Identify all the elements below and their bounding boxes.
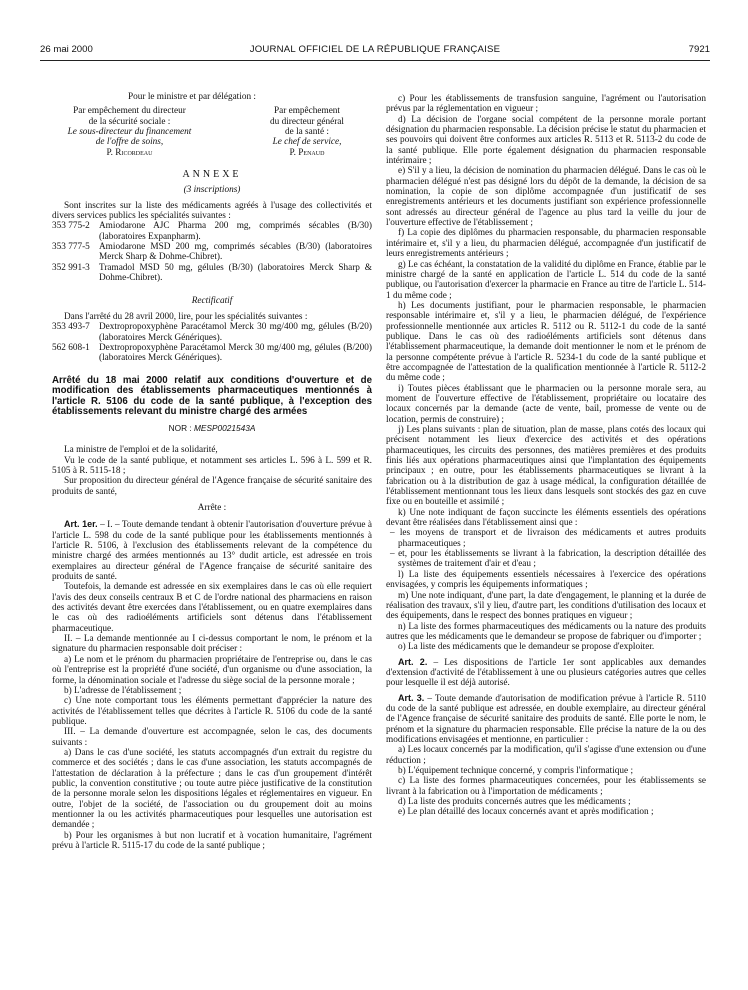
section-ii-b: b) L'adresse de l'établissement ; — [64, 685, 182, 696]
item-d: d) La décision de l'organe social compétent de la personne morale portant désignation du pharmacien responsable. La décision précise le statut du pharmacien et ses pouvoirs qui doivent être conformes aux articles R. 5113 et R. 5113-2 du code de la santé publique. Elle porte également désignation du pharmacien responsable intérimaire ; — [386, 114, 706, 167]
entry-3 — [52, 263, 372, 284]
header-journal-title: JOURNAL OFFICIEL DE LA RÉPUBLIQUE FRANÇAISE — [249, 44, 501, 55]
article-1-label: Art. 1er. — [64, 519, 98, 530]
nor-label: NOR : — [168, 422, 192, 433]
entry-text: Tramadol MSD 50 mg, gélules (B/30) (laboratoires Merck Sharp & Dohme-Chibret). — [99, 262, 372, 284]
item-k-dash-1: – les moyens de transport et de livraison des médicaments et autres produits pharmaceutiques ; — [390, 528, 706, 549]
article-2 — [386, 657, 706, 689]
sur-proposition: Sur proposition du directeur général de l'Agence française de sécurité sanitaire des produits de santé, — [52, 476, 372, 497]
sig1-name: P. Ricordeau — [106, 147, 153, 158]
signature-right — [242, 106, 372, 158]
item-i: i) Toutes pièces établissant que le pharmacien ou la personne morale sera, au moment de l'ouverture effective de l'établissement, propriétaire ou locataire des locaux concernés par la demande (acte de vente, bail, promesse de vente ou de location, permis de construire) ; — [386, 383, 706, 425]
article-2-text: – Les dispositions de l'article 1er sont applicables aux demandes d'extension d'activité de l'établissement à une ou plusieurs catégories autres que celles pour lesquelle il est déjà autorisé. — [386, 657, 706, 689]
article-3-text: – Toute demande d'autorisation de modification prévue à l'article R. 5110 du code de la santé publique est adressée, en double exemplaire, au directeur général de l'Agence française de sécurité sanitaire des produits de santé. Elle porte le nom, le prénom et la signature du pharmacien responsable. Elle précise la nature de la ou des modifications envisagées et mentionne, en particulier : — [386, 693, 706, 745]
annexe-heading: ANNEXE — [182, 169, 242, 181]
entry-text: Amiodarone MSD 200 mg, comprimés sécables (B/30) (laboratoires Merck Sharp & Dohme-Chibret). — [99, 242, 372, 263]
entry-code: 353 777-5 — [52, 242, 90, 253]
pour-ministre: Pour le ministre et par délégation : — [128, 92, 256, 102]
article-3-c: c) La liste des formes pharmaceutiques concernées, pour les établissements se livrant à la fabrication ou à l'importation de médicaments ; — [386, 776, 706, 797]
section-iii: III. – La demande d'ouverture est accompagnée, selon le cas, des documents suivants : — [52, 727, 372, 748]
left-column — [52, 92, 372, 851]
rect-entry-2 — [52, 343, 372, 364]
sig1-line3: Le sous-directeur du financement — [67, 127, 192, 138]
sig1-line1: Par empêchement du directeur — [73, 106, 186, 117]
entry-2 — [52, 242, 372, 263]
header-page-number: 7921 — [688, 44, 710, 55]
entry-code: 353 775-2 — [52, 221, 90, 232]
entry-text: Dextropropoxyphène Paracétamol Merck 30 mg/400 mg, gélules (B/200) (laboratoires Merck Génériques). — [99, 342, 372, 364]
rectificatif-intro: Dans l'arrêté du 28 avril 2000, lire, pour les spécialités suivantes : — [64, 311, 308, 322]
right-column — [386, 94, 706, 818]
item-j: j) Les plans suivants : plan de situation, plan de masse, plans cotés des locaux qui précisent notamment les lieux d'exercice des activités et des opérations pharmaceutiques, les circuits des personnes, des matières premières et des produits finis liés aux opérations pharmaceutiques ainsi que l'implantation des équipements principaux ; en outre, pour les établissements pharmaceutiques se livrant à la fabrication ou à la distribution de gaz à usage médical, la configuration détaillée de l'établissement mentionnant tous les lieux dans lesquels sont stockés des gaz en cuve fixe ou en bouteille et assimilé ; — [386, 425, 706, 508]
entry-code: 353 493-7 — [52, 322, 90, 333]
item-o: o) La liste des médicaments que le demandeur se propose d'exploiter. — [398, 642, 655, 653]
section-ii-c: c) Une note comportant tous les éléments permettant d'apprécier la nature des activités de l'établissement telles que décrites à l'article R. 5106 du code de la santé publique. — [52, 696, 372, 727]
arrete-title: Arrêté du 18 mai 2000 relatif aux conditions d'ouverture et de modification des établissements pharmaceutiques mentionnés à l'article R. 5106 du code de la santé publique, à l'exception des établissements relevant du ministre chargé des armées — [52, 374, 372, 418]
item-k-dash-2: – et, pour les établissements se livrant à la fabrication, la description détaillée des systèmes de traitement d'air et d'eau ; — [390, 549, 706, 570]
item-n: n) La liste des formes pharmaceutiques des médicaments ou la nature des produits autres que les médicaments que le demandeur se propose de fabriquer ou d'importer ; — [386, 621, 706, 642]
sig1-line4: de l'offre de soins, — [95, 137, 164, 148]
rect-entry-1 — [52, 322, 372, 343]
section-iii-a: a) Dans le cas d'une société, les statuts accompagnés d'un extrait du registre du commerce et des sociétés ; dans le cas d'une association, les statuts accompagnés de l'attestation de déclaration à la préfecture ; dans le cas d'un groupement d'intérêt public, la convention constitutive ; ou toute autre pièce justificative de la constitution de la personne morale selon les dispositions légales et réglementaires en vigueur. En outre, l'objet de la société, de l'association ou du groupement doit au moins mentionner la ou les activités pharmaceutiques pour lesquelles une autorisation est demandée ; — [52, 747, 372, 831]
nor-code: MESP0021543A — [194, 422, 256, 433]
inscriptions-count: (3 inscriptions) — [183, 185, 241, 196]
section-iii-b: b) Pour les organismes à but non lucratif et à vocation humanitaire, l'agrément prévu à l'article R. 5115-17 du code de la santé publique ; — [52, 830, 372, 851]
page-header — [40, 44, 710, 58]
arrete: Arrête : — [197, 503, 227, 513]
signatures — [52, 106, 372, 158]
header-date: 26 mai 2000 — [40, 44, 93, 55]
article-3-a: a) Les locaux concernés par la modification, qu'il s'agisse d'une extension ou d'une réduction ; — [386, 745, 706, 766]
entry-text: Dextropropoxyphène Paracétamol Merck 30 mg/400 mg, gélules (B/20) (laboratoires Merck Génériques). — [99, 322, 372, 343]
annexe-intro: Sont inscrites sur la liste des médicaments agréés à l'usage des collectivités et divers services publics les spécialités suivantes : — [52, 200, 372, 222]
section-ii: II. – La demande mentionnée au I ci-dessus comportant le nom, le prénom et la signature du pharmacien responsable doit préciser : — [52, 634, 372, 655]
article-3 — [386, 693, 706, 746]
sig2-name: P. Penaud — [289, 147, 325, 158]
signature-left — [52, 106, 207, 158]
entry-text: Amiodarone AJC Pharma 200 mg, comprimés sécables (B/30) (laboratoires Expanpharm). — [99, 221, 372, 242]
item-f: f) La copie des diplômes du pharmacien responsable, du pharmacien responsable intérimaire et, s'il y a lieu, du pharmacien délégué, accompagnée d'un justificatif de leurs enregistrements antérieurs ; — [386, 228, 706, 260]
header-rule — [40, 60, 710, 61]
sig2-line2: du directeur général — [270, 116, 344, 127]
sig2-line1: Par empêchement — [273, 106, 340, 117]
entry-code: 562 608-1 — [52, 342, 90, 353]
item-k: k) Une note indiquant de façon succincte les éléments essentiels des opérations devant être réalisées dans l'établissement ainsi que : — [386, 507, 706, 529]
article-3-d: d) La liste des produits concernés autres que les médicaments ; — [398, 797, 631, 808]
article-3-b: b) L'équipement technique concerné, y compris l'informatique ; — [398, 766, 634, 776]
vu: Vu le code de la santé publique, et notamment ses articles L. 596 à L. 599 et R. 5105 à R. 5115-18 ; — [52, 455, 372, 476]
item-e: e) S'il y a lieu, la décision de nomination du pharmacien délégué. Dans le cas où le pharmacien délégué n'est pas désigné lors du dépôt de la demande, la décision de sa nomination, la copie de son diplôme accompagnée d'un justificatif de ses enregistrements antérieurs et les documents justifiant son expérience professionnelle sont adressés au directeur général de l'agence au plus tard la veille du jour de l'ouverture effective de l'établissement ; — [386, 166, 706, 229]
sig1-line2: de la sécurité sociale : — [88, 116, 171, 127]
article-1 — [52, 519, 372, 582]
item-m: m) Une note indiquant, d'une part, la date d'engagement, le planning et la durée de réalisation des travaux, s'il y lieu, d'autre part, les conditions d'utilisation des locaux et des équipements, dans le respect des bonnes pratiques en vigueur ; — [386, 590, 706, 622]
article-3-e: e) Le plan détaillé des locaux concernés avant et après modification ; — [398, 807, 654, 818]
item-g: g) Le cas échéant, la constatation de la validité du diplôme en France, établie par le ministre chargé de la santé en application de l'article L. 514 du code de la santé publique, ou l'autorisation d'exercer la pharmacie en France au titre de l'article L. 514-1 du même code ; — [386, 259, 706, 301]
sig2-line4: Le chef de service, — [272, 137, 342, 148]
entry-code: 352 991-3 — [52, 262, 90, 273]
entry-1 — [52, 221, 372, 242]
article-3-label: Art. 3. — [398, 692, 425, 703]
ministre: La ministre de l'emploi et de la solidarité, — [64, 445, 218, 456]
item-c: c) Pour les établissements de transfusion sanguine, l'agrément ou l'autorisation prévus par la réglementation en vigueur ; — [386, 94, 706, 115]
item-l: l) La liste des équipements essentiels nécessaires à l'exercice des opérations envisagées, y compris les équipements informatiques ; — [386, 569, 706, 591]
rectificatif-heading: Rectificatif — [191, 295, 233, 306]
sig2-line3: de la santé : — [285, 127, 329, 138]
article-2-label: Art. 2. — [398, 656, 428, 667]
section-ii-a: a) Le nom et le prénom du pharmacien propriétaire de l'entreprise ou, dans le cas où l'entreprise est la propriété d'une société, d'un organisme ou d'une association, la forme, la dénomination sociale et l'adresse du siège social de la personne morale ; — [52, 654, 372, 686]
toutefois: Toutefois, la demande est adressée en six exemplaires dans le cas où elle requiert l'avis des deux conseils centraux B et C de l'ordre national des pharmaciens en raison des activités devant être exercées dans l'établissement, ou en quatre exemplaires dans le cas où des radioéléments artificiels sont détenus dans l'établissement pharmaceutique. — [52, 582, 372, 634]
nor-reference — [52, 423, 372, 433]
article-1-text: – I. – Toute demande tendant à obtenir l'autorisation d'ouverture prévue à l'article L. 598 du code de la santé publique pour les établissements mentionnés à l'article R. 5106, à l'exclusion des établissements relevant de la compétence du ministre chargé des armées mentionnés au 13° dudit article, est adressée en trois exemplaires au directeur général de l'Agence française de sécurité sanitaire des produits de santé. — [52, 520, 372, 583]
item-h: h) Les documents justifiant, pour le pharmacien responsable, le pharmacien responsable intérimaire et, s'il y a lieu, le pharmacien délégué, de l'expérience professionnelle mentionnée aux articles R. 5112 ou R. 5112-1 du code de la santé publique. Dans le cas où des radioéléments artificiels sont détenus dans l'établissement pharmaceutique, la demande doit mentionner le nom et le prénom de la personne compétente prévue à l'article R. 5234-1 du code de la santé publique et être accompagnée de l'attestation de la qualification mentionnée à l'article R. 5112-2 du même code ; — [386, 300, 706, 384]
